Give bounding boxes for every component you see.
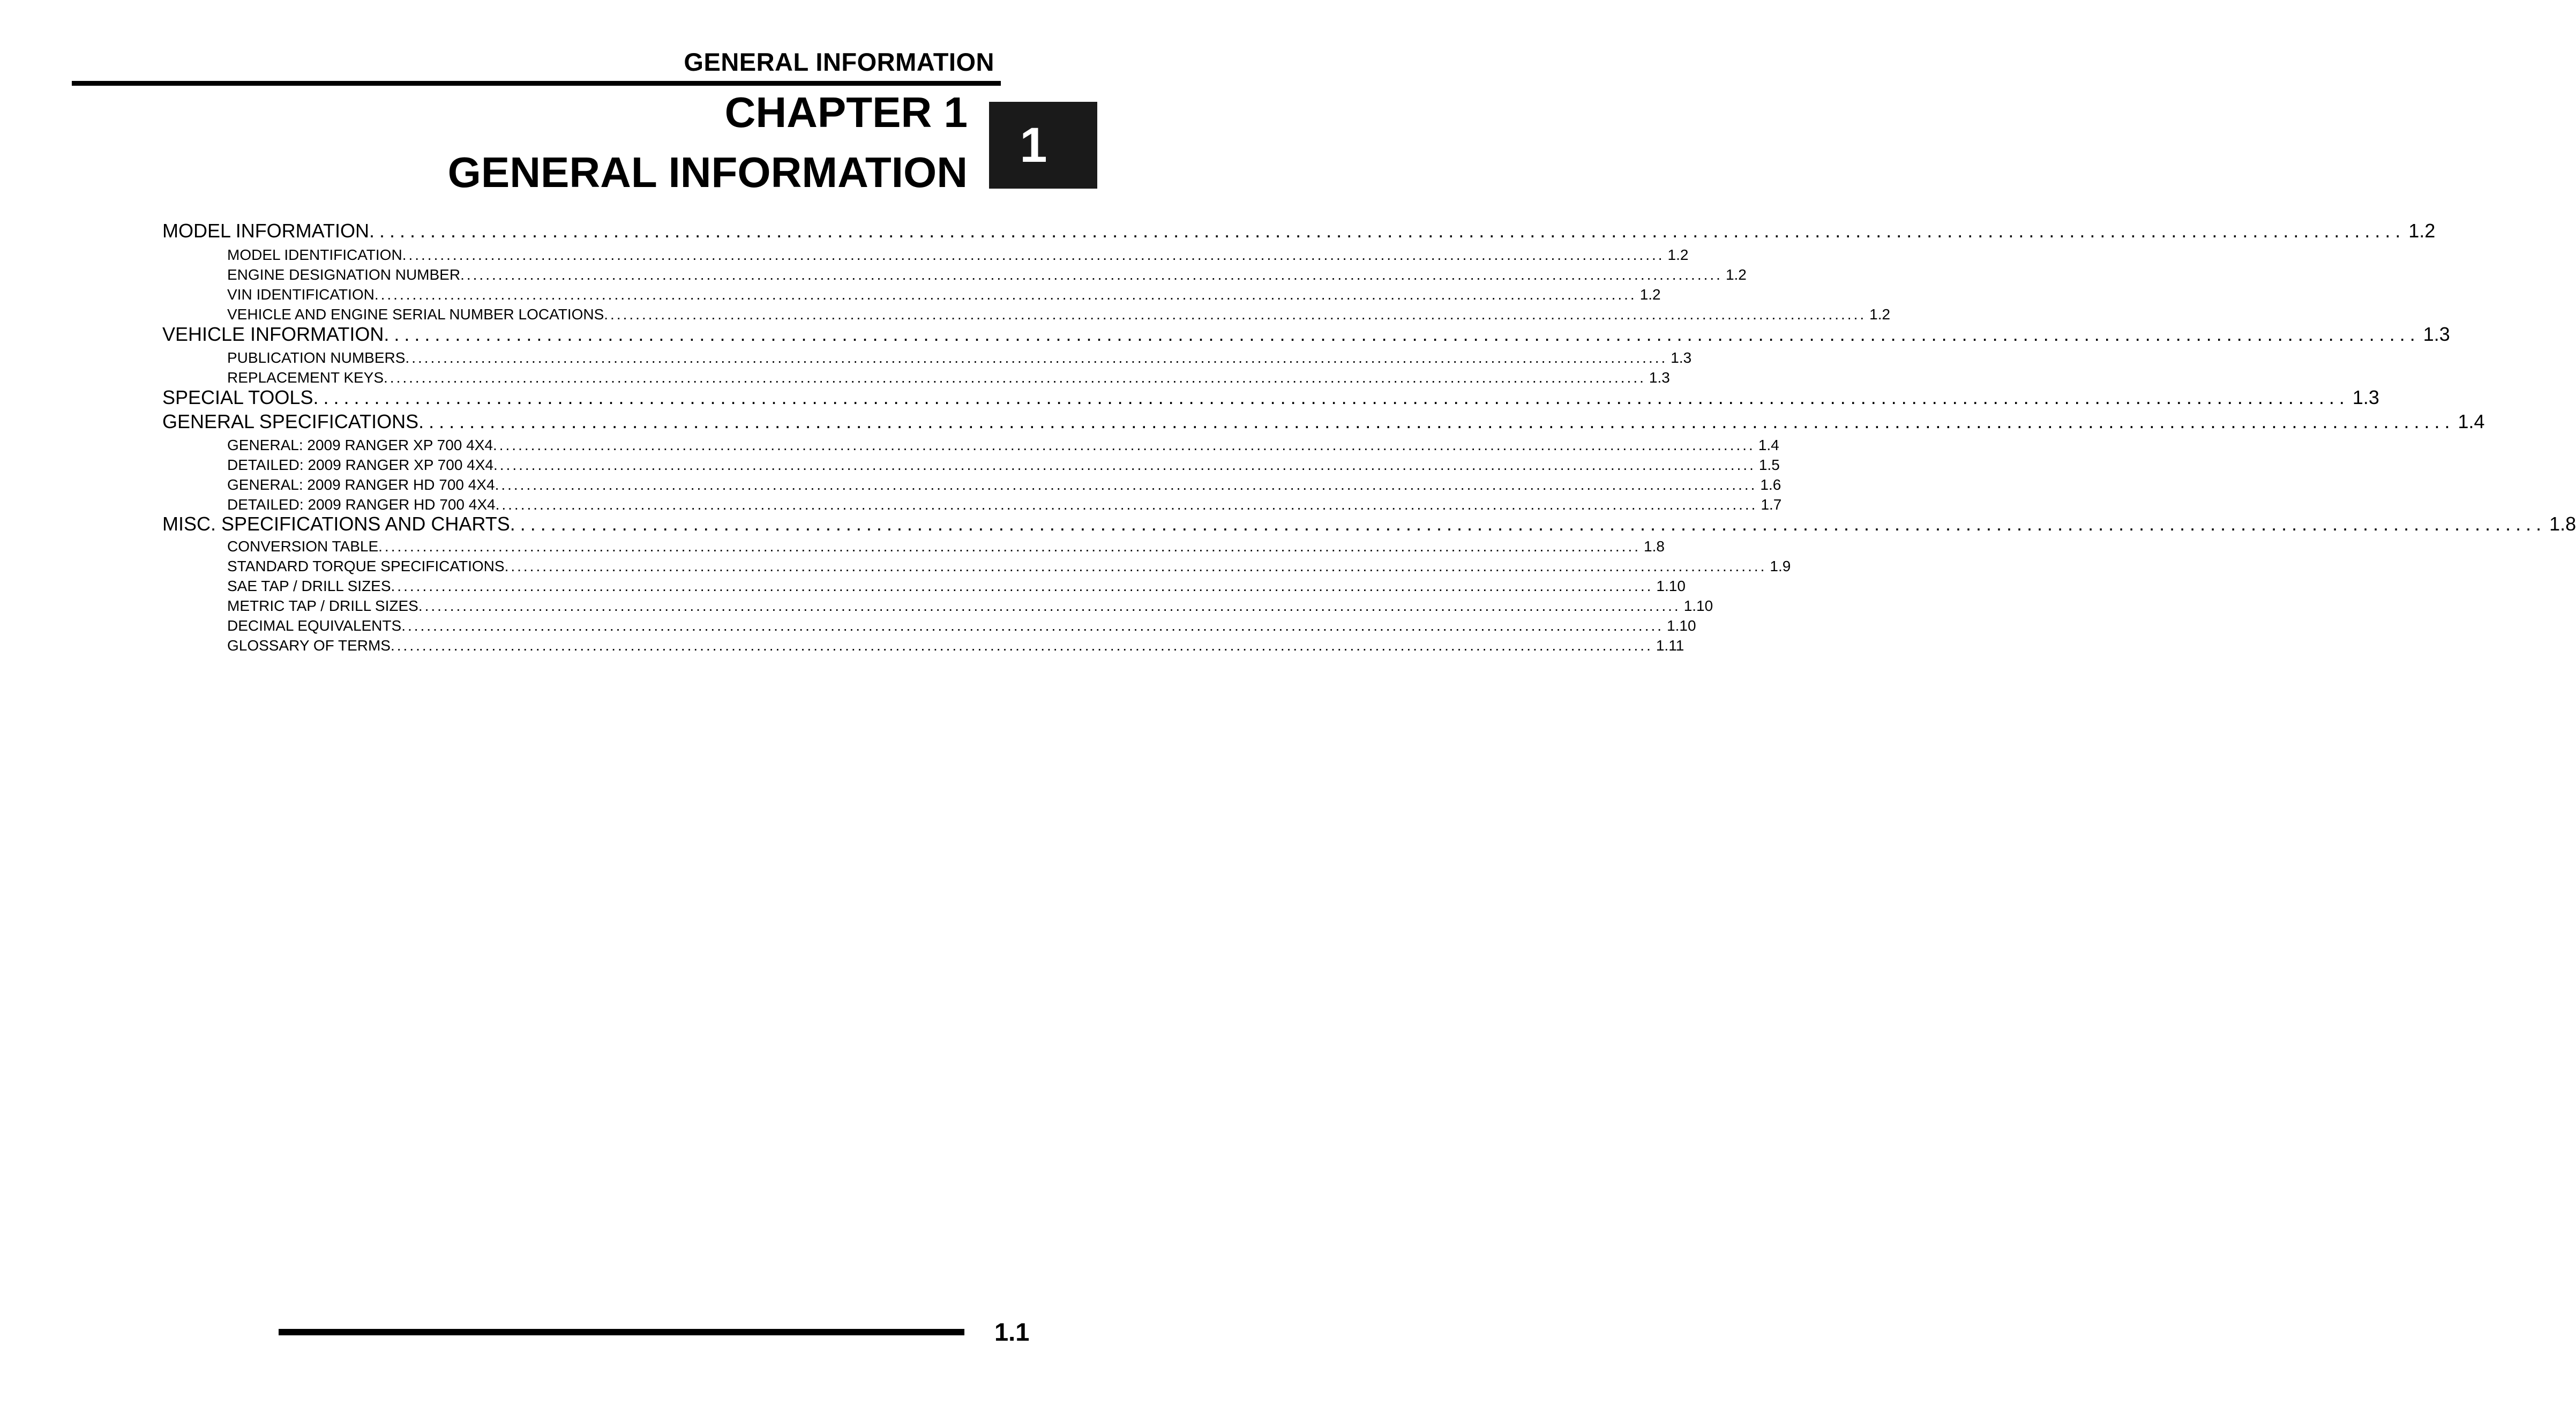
toc-entry-title: VEHICLE AND ENGINE SERIAL NUMBER LOCATIONS — [227, 306, 604, 323]
toc-entry-title: VIN IDENTIFICATION — [227, 286, 375, 303]
toc-entry-page: 1.3 — [1671, 349, 1692, 366]
toc-entry[interactable] — [227, 266, 1747, 283]
toc-leader-dots: ........................................................................................................................................................................................................ — [384, 323, 2420, 345]
toc-leader-dots: ........................................................................................................................................................................................................ — [391, 578, 1653, 594]
toc-entry[interactable] — [227, 496, 1782, 513]
toc-leader-dots: ........................................................................................................................................................................................................ — [493, 457, 1756, 473]
toc-leader-dots: ........................................................................................................................................................................................................ — [418, 597, 1681, 614]
toc-entry[interactable] — [227, 538, 1665, 555]
toc-entry[interactable] — [227, 476, 1781, 494]
toc-entry-title: CONVERSION TABLE — [227, 538, 379, 555]
toc-leader-dots: ........................................................................................................................................................................................................ — [604, 306, 1867, 323]
toc-leader-dots: ........................................................................................................................................................................................................ — [384, 369, 1646, 386]
toc-entry-page: 1.10 — [1683, 597, 1713, 614]
footer-rule — [279, 1329, 964, 1335]
toc-entry-page: 1.4 — [2458, 410, 2485, 432]
running-header: GENERAL INFORMATION — [684, 48, 994, 76]
toc-entry-title: MODEL INFORMATION — [162, 220, 369, 242]
toc-entry-title: SAE TAP / DRILL SIZES — [227, 578, 391, 594]
toc-entry-title: VEHICLE INFORMATION — [162, 323, 384, 345]
toc-entry-page: 1.11 — [1656, 637, 1684, 654]
toc-entry[interactable] — [162, 386, 2379, 409]
toc-leader-dots: ........................................................................................................................................................................................................ — [390, 637, 1653, 654]
toc-entry-page: 1.8 — [2549, 513, 2576, 535]
toc-leader-dots: ........................................................................................................................................................................................................ — [378, 538, 1641, 555]
toc-leader-dots: ........................................................................................................................................................................................................ — [495, 496, 1758, 513]
toc-entry[interactable] — [227, 369, 1670, 386]
chapter-title: GENERAL INFORMATION — [447, 148, 968, 196]
toc-leader-dots: ........................................................................................................................................................................................................ — [504, 558, 1767, 574]
toc-entry-page: 1.5 — [1758, 457, 1780, 473]
toc-entry-page: 1.10 — [1656, 578, 1686, 594]
toc-entry-page: 1.3 — [2423, 323, 2450, 345]
toc-entry[interactable] — [227, 437, 1779, 454]
toc-entry-page: 1.8 — [1644, 538, 1665, 555]
chapter-label: CHAPTER 1 — [724, 88, 968, 136]
toc-entry[interactable] — [227, 558, 1791, 575]
toc-entry[interactable] — [162, 513, 2576, 535]
toc-entry-title: SPECIAL TOOLS — [162, 386, 313, 408]
toc-leader-dots: ........................................................................................................................................................................................................ — [495, 476, 1757, 493]
header-rule — [72, 81, 1001, 86]
toc-entry-title: GENERAL: 2009 RANGER HD 700 4X4 — [227, 476, 495, 493]
toc-entry[interactable] — [227, 617, 1696, 634]
toc-entry-page: 1.6 — [1760, 476, 1781, 493]
toc-entry[interactable] — [227, 578, 1686, 595]
toc-entry-title: GENERAL SPECIFICATIONS — [162, 410, 419, 432]
toc-leader-dots: ........................................................................................................................................................................................................ — [510, 513, 2547, 535]
toc-leader-dots: ........................................................................................................................................................................................................ — [313, 386, 2349, 408]
toc-entry-title: PUBLICATION NUMBERS — [227, 349, 406, 366]
toc-leader-dots: ........................................................................................................................................................................................................ — [492, 437, 1755, 453]
toc-entry-title: MISC. SPECIFICATIONS AND CHARTS — [162, 513, 510, 535]
toc-entry-page: 1.2 — [1725, 266, 1747, 283]
toc-entry[interactable] — [227, 597, 1713, 615]
toc-entry-title: DECIMAL EQUIVALENTS — [227, 617, 402, 634]
toc-entry-title: MODEL IDENTIFICATION — [227, 246, 402, 263]
toc-entry[interactable] — [162, 220, 2436, 242]
toc-entry-title: REPLACEMENT KEYS — [227, 369, 384, 386]
toc-entry[interactable] — [227, 306, 1891, 323]
toc-entry-page: 1.9 — [1770, 558, 1791, 574]
toc-leader-dots: ........................................................................................................................................................................................................ — [418, 410, 2455, 432]
toc-entry[interactable] — [227, 286, 1661, 303]
toc-entry[interactable] — [227, 349, 1692, 367]
toc-entry-page: 1.2 — [1639, 286, 1661, 303]
toc-entry-page: 1.2 — [1869, 306, 1891, 323]
page-number: 1.1 — [994, 1318, 1030, 1346]
toc-entry-page: 1.10 — [1667, 617, 1696, 634]
toc-entry[interactable] — [227, 457, 1780, 474]
toc-leader-dots: ........................................................................................................................................................................................................ — [374, 286, 1637, 303]
toc-entry[interactable] — [227, 637, 1684, 654]
toc-entry[interactable] — [227, 246, 1689, 264]
toc-entry-page: 1.2 — [2408, 220, 2436, 242]
toc-entry-page: 1.3 — [1649, 369, 1670, 386]
toc-entry-title: STANDARD TORQUE SPECIFICATIONS — [227, 558, 505, 574]
toc-entry-title: METRIC TAP / DRILL SIZES — [227, 597, 418, 614]
toc-entry-page: 1.2 — [1667, 246, 1689, 263]
chapter-tab: 1 — [989, 102, 1097, 189]
toc-leader-dots: ........................................................................................................................................................................................................ — [405, 349, 1668, 366]
toc-leader-dots: ........................................................................................................................................................................................................ — [460, 266, 1723, 283]
toc-entry-title: GLOSSARY OF TERMS — [227, 637, 391, 654]
toc-entry-page: 1.4 — [1758, 437, 1779, 453]
toc-entry-page: 1.3 — [2352, 386, 2379, 408]
toc-entry[interactable] — [162, 323, 2450, 346]
toc-entry-title: DETAILED: 2009 RANGER HD 700 4X4 — [227, 496, 496, 513]
toc-leader-dots: ........................................................................................................................................................................................................ — [401, 617, 1664, 634]
toc-entry-title: ENGINE DESIGNATION NUMBER — [227, 266, 461, 283]
toc-leader-dots: ........................................................................................................................................................................................................ — [369, 220, 2406, 242]
toc-entry[interactable] — [162, 410, 2485, 433]
toc-entry-title: GENERAL: 2009 RANGER XP 700 4X4 — [227, 437, 493, 453]
toc-entry-title: DETAILED: 2009 RANGER XP 700 4X4 — [227, 457, 493, 473]
toc-entry-page: 1.7 — [1761, 496, 1782, 513]
toc-leader-dots: ........................................................................................................................................................................................................ — [402, 246, 1665, 263]
